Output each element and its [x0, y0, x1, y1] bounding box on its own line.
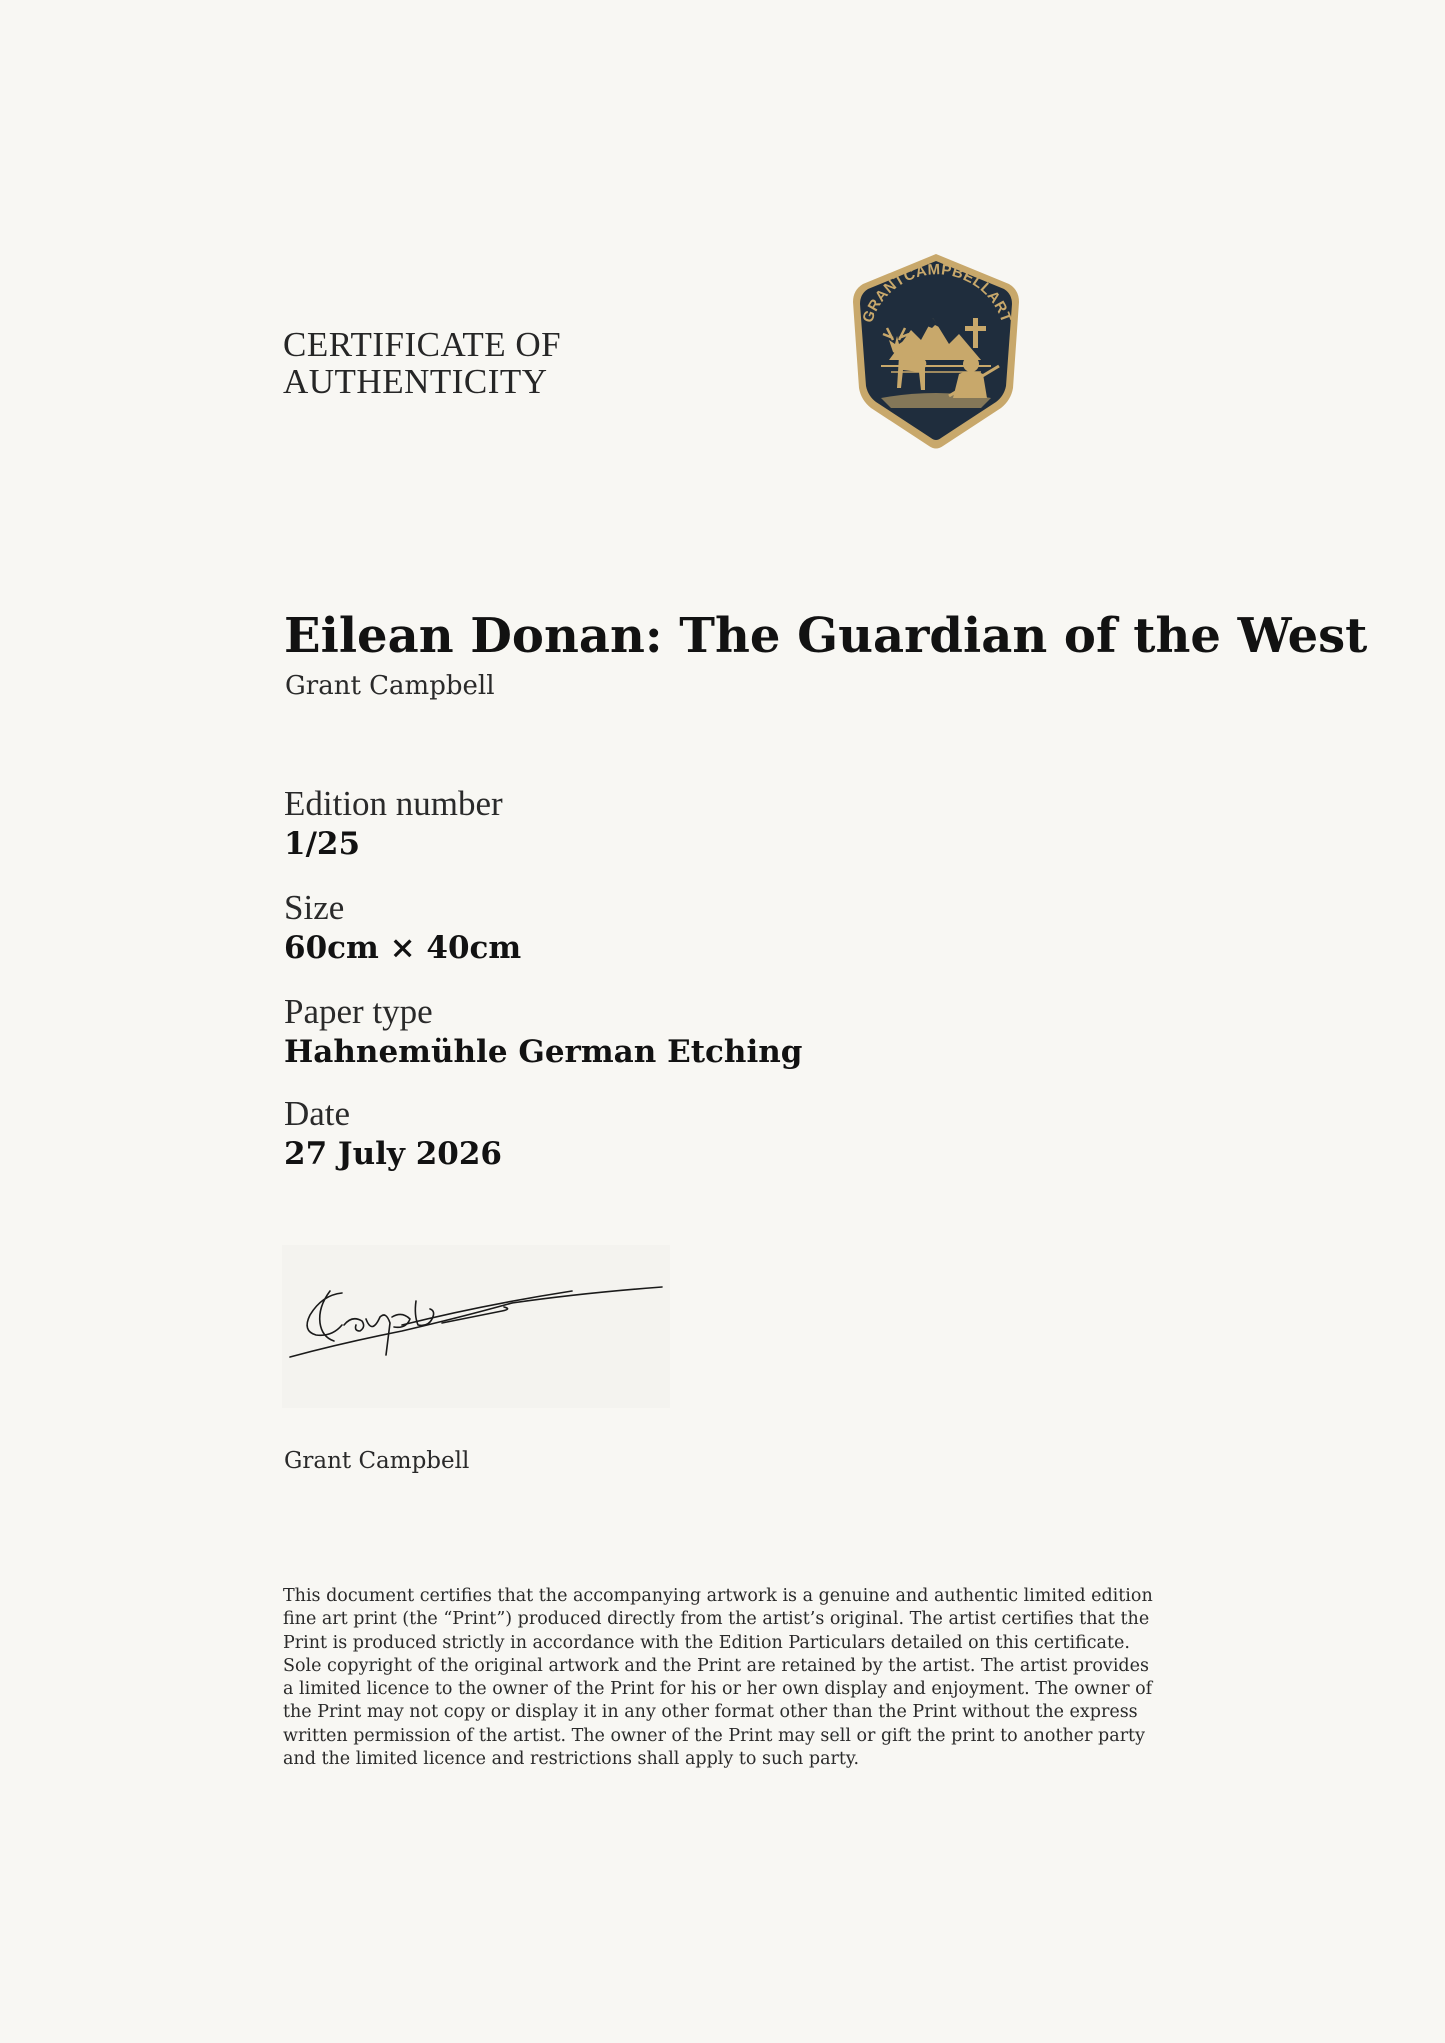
certificate-heading-line2: AUTHENTICITY [283, 362, 548, 401]
date-label: Date [284, 1094, 351, 1133]
edition-label: Edition number [284, 784, 503, 823]
paper-type-label: Paper type [284, 992, 433, 1031]
legal-statement: This document certifies that the accompanying artwork is a genuine and authentic limited edition fine art print (the “Print”) produced directly from the artist’s original. The artist certifies that the Print is produced strictly in accordance with the Edition Particulars detailed on this certificate. Sole copyright of the original artwork and the Print are retained by the artist. The artist provides a limited licence to the owner of the Print for his or her own display and enjoyment. The owner of the Print may not copy or display it in any other format other than the Print without the express written permission of the artist. The owner of the Print may sell or gift the print to another party and the limited licence and restrictions shall apply to such party. [283, 1586, 1153, 1770]
paper-type-value: Hahnemühle German Etching [284, 1034, 803, 1070]
signature-icon [282, 1245, 670, 1408]
certificate-heading-line1: CERTIFICATE OF [283, 325, 562, 364]
date-value: 27 July 2026 [284, 1136, 502, 1172]
svg-text:GRANTCAMPBELLART: GRANTCAMPBELLART [859, 261, 1015, 326]
artwork-artist: Grant Campbell [285, 671, 495, 701]
brand-logo-icon [841, 248, 1031, 453]
artwork-title: Eilean Donan: The Guardian of the West [284, 608, 1368, 664]
size-value: 60cm × 40cm [284, 930, 522, 966]
size-label: Size [284, 888, 345, 927]
signatory-name: Grant Campbell [284, 1448, 470, 1474]
edition-value: 1/25 [284, 826, 361, 862]
certificate-heading [283, 326, 561, 400]
